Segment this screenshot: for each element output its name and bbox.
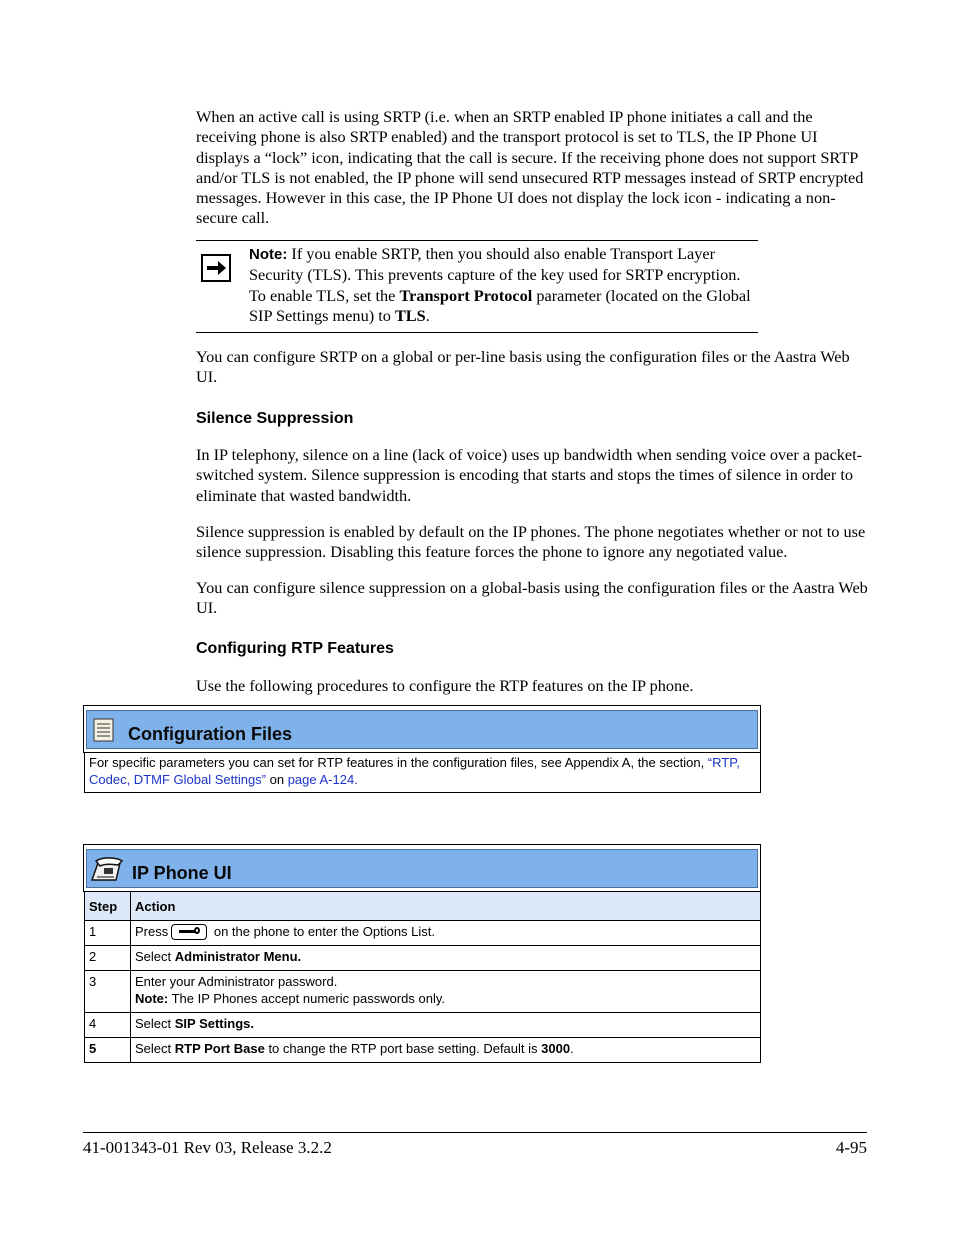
page-a124-link[interactable]: page A-124 <box>287 772 355 787</box>
phone-icon <box>88 857 124 888</box>
rtp-codec-dtmf-link[interactable]: “RTP, Codec, DTMF Global Settings” <box>89 755 740 787</box>
silence-paragraph-3: You can configure silence suppression on a global-basis using the configuration files or the Aastra Web UI. <box>196 578 868 618</box>
table-row: 3 Enter your Administrator password. Note: The IP Phones accept numeric passwords only. <box>85 971 761 1013</box>
ip-phone-ui-title: IP Phone UI <box>132 863 232 883</box>
ip-phone-ui-header <box>86 849 758 888</box>
note-bottom-rule <box>196 332 758 333</box>
note-text: Note: If you enable SRTP, then you should also enable Transport Layer Security (TLS). This prevents capture of the key used for SRTP encryption. To enable TLS, set the Transport Protocol parameter (located on the Global SIP Settings menu) to TLS. <box>249 244 751 325</box>
note-label: Note: <box>249 246 288 263</box>
silence-paragraph-1: In IP telephony, silence on a line (lack of voice) uses up bandwidth when sending voice over a packet-switched system. Silence suppression is encoding that starts and stops the times of silence in order to eliminate that wasted bandwidth. <box>196 445 863 505</box>
table-row: 5 Select RTP Port Base to change the RTP port base setting. Default is 3000. <box>85 1038 761 1063</box>
document-icon <box>93 718 115 747</box>
table-row: 2 Select Administrator Menu. <box>85 946 761 971</box>
table-row: 1 Press on the phone to enter the Options List. <box>85 921 761 946</box>
srtp-config-paragraph: You can configure SRTP on a global or per-line basis using the configuration files or the Aastra Web UI. <box>196 347 850 387</box>
footer-doc-id: 41-001343-01 Rev 03, Release 3.2.2 <box>83 1138 332 1157</box>
table-header-row <box>85 892 761 921</box>
column-header-step: Step <box>85 892 131 921</box>
configuring-rtp-heading: Configuring RTP Features <box>196 640 394 657</box>
silence-paragraph-2: Silence suppression is enabled by default on the IP phones. The phone negotiates whether or not to use silence suppression. Disabling this feature forces the phone to ignore any negotiated value. <box>196 522 866 562</box>
table-row: 4 Select SIP Settings. <box>85 1013 761 1038</box>
options-key-icon <box>171 924 207 940</box>
ip-phone-ui-steps-table <box>84 891 761 1063</box>
footer-page-number: 4-95 <box>835 1138 867 1157</box>
silence-suppression-heading: Silence Suppression <box>196 410 354 427</box>
config-files-title: Configuration Files <box>128 724 292 744</box>
intro-paragraph: When an active call is using SRTP (i.e. when an SRTP enabled IP phone initiates a call and the receiving phone is also SRTP enabled) and the transport protocol is set to TLS, the IP Phone UI displays a “lock” icon, indicating that the call is secure. If the receiving phone does not support SRTP and/or TLS is not enabled, the IP phone will send unsecured RTP messages instead of SRTP encrypted messages. However in this case, the IP Phone UI does not display the lock icon - indicating a non-secure call. <box>196 107 864 228</box>
config-files-body: For specific parameters you can set for RTP features in the configuration files, see Appendix A, the section, “RTP, Codec, DTMF Global Settings” on page A-124. <box>84 752 761 793</box>
config-files-header <box>86 710 758 749</box>
arrow-right-icon <box>201 254 231 282</box>
column-header-action: Action <box>131 892 761 921</box>
footer-rule <box>83 1132 867 1133</box>
rtp-intro-paragraph: Use the following procedures to configure the RTP features on the IP phone. <box>196 676 694 695</box>
note-top-rule <box>196 240 758 241</box>
